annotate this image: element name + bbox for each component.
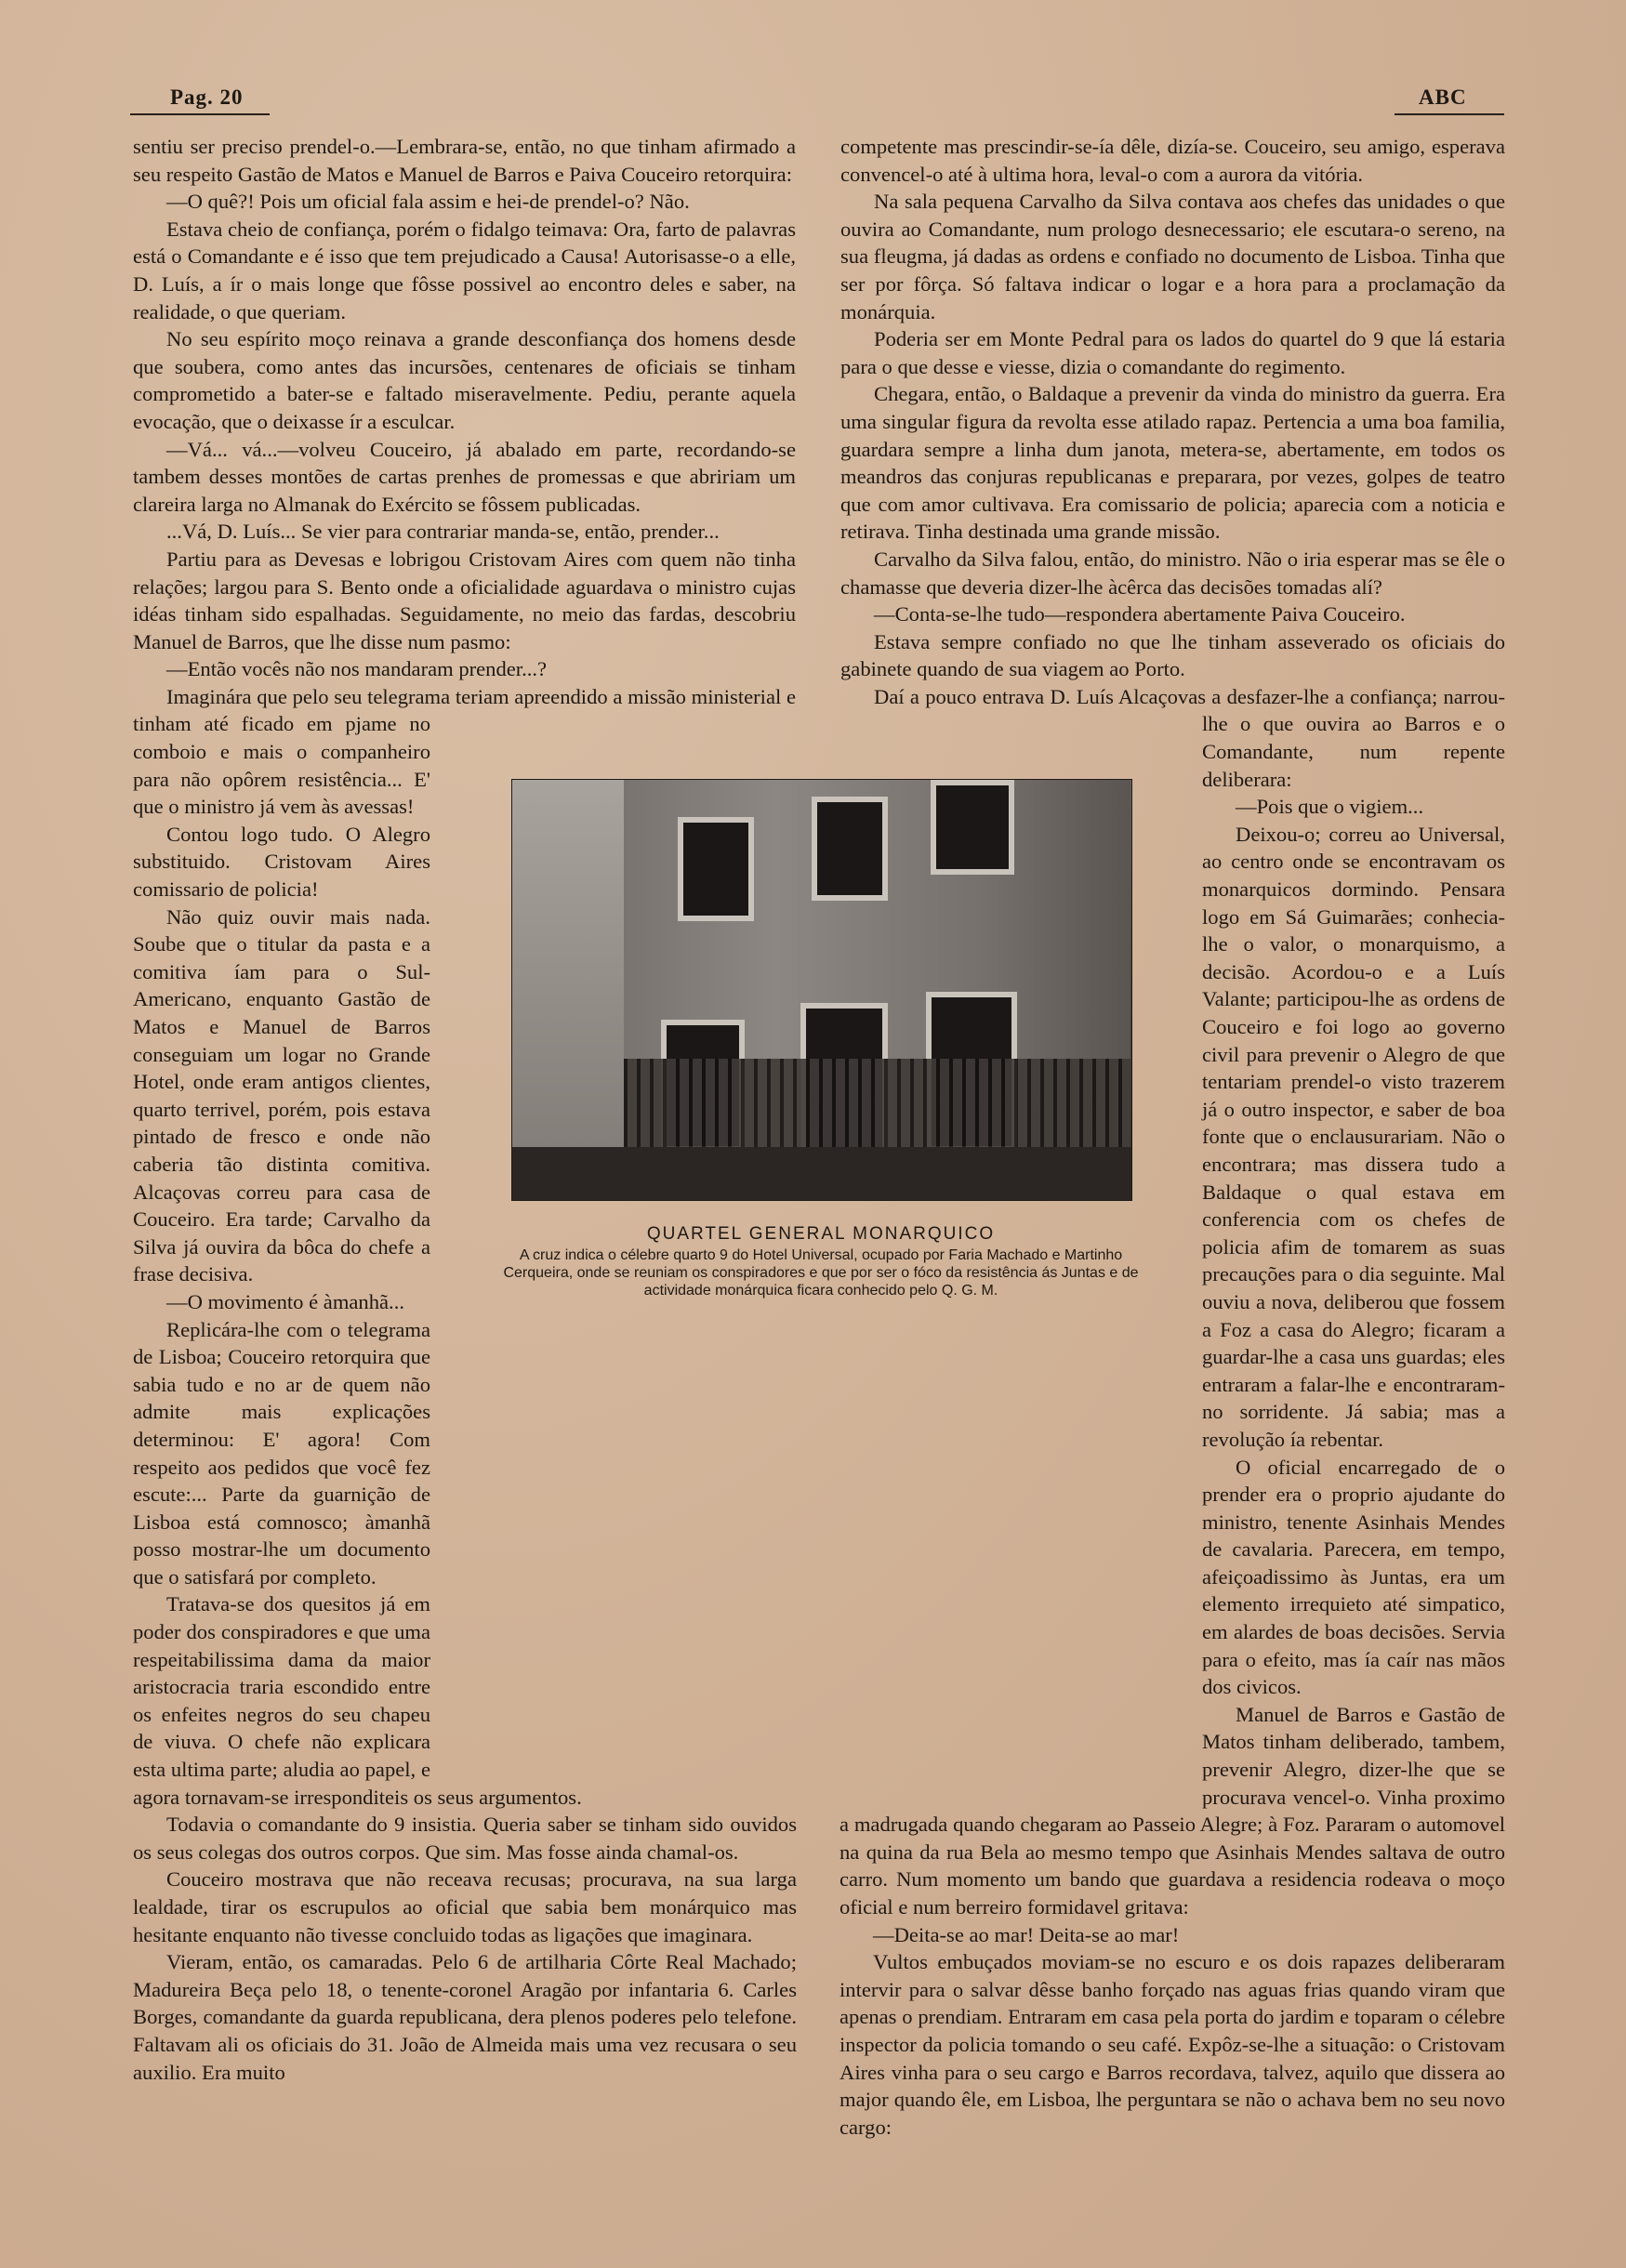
paragraph: —O movimento é àmanhã... (166, 1289, 404, 1313)
magazine-title: ABC (1419, 86, 1467, 109)
paragraph: Na sala pequena Carvalho da Silva contava aos chefes das unidades o que ouvira ao Comandante, num prologo desnecessario; ele escutara-o sereno, na sua fleugma, já dadas as ordens e confiado no documento de Lisboa. Tinha que ser por fôrça. Só faltava indicar o logar e a hora para a proclamação da monárquia. (840, 190, 1505, 323)
paragraph: O oficial encarregado de o prender era o proprio ajudante do ministro, tenente Asinhais Mendes de cavalaria. Parecera, em tempo, afeiçoadissimo às Juntas, era um elemento irrequieto até simpatico, em alardes de boas decisões. Servia para o efeito, mas ía caír nas mãos dos civicos. (1202, 1455, 1505, 1699)
paragraph: —Deita-se ao mar! Deita-se ao mar! (873, 1922, 1180, 1946)
paragraph: competente mas prescindir-se-ía dêle, dizía-se. Couceiro, seu amigo, esperava convencel-o até à ultima hora, leval-o com a aurora da vitória. (840, 135, 1505, 186)
figure-title: QUARTEL GENERAL MONARQUICO (646, 1224, 996, 1244)
paragraph: Estava sempre confiado no que lhe tinham asseverado os oficiais do gabinete quando de sua viagem ao Porto. (840, 629, 1505, 681)
paragraph: —Pois que o vigiem... (1236, 795, 1424, 819)
paragraph: —Então vocês não nos mandaram prender...? (166, 657, 548, 681)
paragraph: Replicára-lhe com o telegrama de Lisboa; Couceiro retorquira que sabia tudo e no ar de quem não admite mais explicações determinou: E' agora! Com respeito aos pedidos que você fez escute:... Parte da guarnição de Lisboa está comnosco; àmanhã posso mostrar-lhe um documento que o satisfará por completo. (133, 1317, 430, 1589)
paragraph: Tratava-se dos quesitos já em poder dos conspiradores e que uma respeitabilissima dama da maior aristocracia traria escondido entre os enfeites negros do seu chapeu de viuva. O chefe não explicara esta ultima parte; aludia ao papel, e agora tornavam-se irresponditeis os seus argumentos. (133, 1592, 582, 1809)
figure-caption-text: A cruz indica o célebre quarto 9 do Hotel Universal, ocupado por Faria Machado e Martinho Cerqueira, onde se reuniam os conspiradores e que por ser o fóco da resistência ás Juntas e de actividade monárquica ficara conhecido pelo Q. G. M. (503, 1247, 1139, 1299)
paragraph: Poderia ser em Monte Pedral para os lados do quartel do 9 que lá estaria para o que desse e viesse, dizia o comandante do regimento. (840, 327, 1505, 378)
paragraph: —Vá... vá...—volveu Couceiro, já abalado em parte, recordando-se tambem desses montões de cartas prenhes de promessas e que abririam um clareira larga no Almanak do Exército se fôssem publicadas. (133, 437, 796, 516)
paragraph: sentiu ser preciso prendel-o.—Lembrara-se, então, no que tinham afirmado a seu respeito Gastão de Matos e Manuel de Barros e Paiva Couceiro retorquira: (133, 135, 796, 186)
figure-caption (502, 1225, 1140, 1299)
paragraph: Deixou-o; correu ao Universal, ao centro onde se encontravam os monarquicos dormindo. Pensara logo em Sá Guimarães; conhecia-lhe o valor, o monarquismo, a decisão. Acordou-o e a Luís Valante; participou-lhe as ordens de Couceiro e foi logo ao governo civil para prevenir o Alegro de que tentariam prendel-o visto trazerem já o outro inspector, e saber de boa fonte que o enclausurariam. Não o encontrara; mas dissera tudo a Baldaque o qual estava em conferencia com os chefes de policia afim de tomarem as suas precauções para o dia seguinte. Mal ouviu a nova, deliberou que fossem a Foz a casa do Alegro; ficaram a guardar-lhe a casa uns guardas; eles entraram a falar-lhe e encontraram-no sorridente. Já sabia; mas a revolução ía rebentar. (1202, 822, 1505, 1451)
paragraph: Partiu para as Devesas e lobrigou Cristovam Aires com quem não tinha relações; largou para S. Bento onde a oficialidade aguardava o ministro cujas idéas tinham sido espalhadas. Seguidamente, no meio das fardas, descobriu Manuel de Barros, que lhe disse num pasmo: (133, 547, 796, 653)
photo-window (678, 817, 754, 921)
paragraph: Chegara, então, o Baldaque a prevenir da vinda do ministro da guerra. Era uma singular figura da revolta esse atilado rapaz. Pertencia a uma boa familia, guardara sempre a linha dum janota, metera-se, abertamente, em todos os meandros das conjuras republicanas e preparara, por vezes, golpes de teatro que com amor cultivava. Era comissario de policia; aparecia com a noticia e retirava. Tinha destinada uma grande missão. (840, 382, 1505, 544)
header-rule-right (1395, 113, 1504, 115)
page-number: Pag. 20 (170, 86, 244, 109)
photo-balcony (624, 1059, 1130, 1147)
paragraph: No seu espírito moço reinava a grande desconfiança dos homens desde que soubera, como antes das incursões, centenares de oficiais se tinham comprometido a bater-se e faltado miseravelmente. Pediu, perante aquela evocação, que o deixasse ír a esculcar. (133, 327, 796, 433)
hotel-photo (511, 779, 1132, 1201)
paragraph: —O quê?! Pois um oficial fala assim e hei-de prendel-o? Não. (166, 190, 690, 214)
paragraph: Vultos embuçados moviam-se no escuro e os dois rapazes deliberaram intervir para o salvar dêsse banho forçado nas aguas frias quando viram que apenas o prendiam. Entraram em casa pela porta do jardim e toparam o célebre inspector da policia tomando o seu café. Expôz-se-lhe a situação: o Cristovam Aires vinha para o seu cargo e Barros recordava, talvez, aquilo que dissera ao major quando êle, em Lisboa, lhe perguntara se não o achava bem no seu novo cargo: (839, 1950, 1505, 2139)
paragraph: Contou logo tudo. O Alegro substituido. Cristovam Aires comissario de policia! (133, 822, 430, 902)
paragraph: —Conta-se-lhe tudo—respondera abertamente Paiva Couceiro. (874, 602, 1406, 626)
photo-window (931, 780, 1014, 875)
paragraph: Não quiz ouvir mais nada. Soube que o titular da pasta e a comitiva íam para o Sul-Americano, enquanto Gastão de Matos e Manuel de Barros conseguiam um logar no Grande Hotel, onde eram antigos clientes, quarto terrivel, porém, pois estava pintado de fresco e onde não caberia tão distinta comitiva. Alcaçovas correu para casa de Couceiro. Era tarde; Carvalho da Silva já ouvira da bôca do chefe a frase decisiva. (133, 904, 430, 1286)
paragraph: ...Vá, D. Luís... Se vier para contrariar manda-se, então, prender... (166, 520, 720, 544)
paragraph: Daí a pouco entrava D. Luís Alcaçovas a desfazer-lhe a confiança; narrou-lhe o que ouvira ao Barros e o Comandante, num repente deliberara: (874, 684, 1505, 791)
photo-sky (512, 780, 633, 1200)
paragraph: Todavia o comandante do 9 insistia. Queria saber se tinham sido ouvidos os seus colegas dos outros corpos. Que sim. Mas fosse ainda chamal-os. (133, 1813, 797, 1864)
photo-window (812, 797, 888, 901)
paragraph: Estava cheio de confiança, porém o fidalgo teimava: Ora, farto de palavras está o Comandante e é isso que tem prejudicado a Causa! Autorisasse-o a elle, D. Luís, a ír o mais longe que fôsse possivel ao encontro deles e saber, na realidade, o que queriam. (133, 217, 796, 323)
photo-street (512, 1147, 1131, 1200)
paragraph: Couceiro mostrava que não receava recusas; procurava, na sua larga lealdade, tirar os escrupulos ao oficial que sabia bem monárquico mas hesitante enquanto não tivesse concluido todas as ligações que imaginara. (133, 1867, 797, 1946)
paragraph: Vieram, então, os camaradas. Pelo 6 de artilharia Côrte Real Machado; Madureira Beça pelo 18, o tenente-coronel Aragão por infantaria 6. Carles Borges, comandante da guarda republicana, dera plenos poderes pelo telefone. Faltavam ali os oficiais do 31. João de Almeida mais uma vez recusara o seu auxilio. Era muito (133, 1950, 797, 2084)
header-rule-left (130, 113, 270, 115)
paragraph: Carvalho da Silva falou, então, do ministro. Não o iria esperar mas se êle o chamasse que deveria dizer-lhe àcêrca das decisões tomadas alí? (840, 547, 1505, 599)
paragraph: Imaginára que pelo seu telegrama teriam apreendido a missão ministerial e tinham até ficado em pjame no comboio e mais o companheiro para não opôrem resistência... E' que o ministro já vem às avessas! (133, 684, 796, 819)
paragraph: Manuel de Barros e Gastão de Matos tinham deliberado, tambem, prevenir Alegro, dizer-lhe que se procurava vencel-o. Vinha proximo a madrugada quando chegaram ao Passeio Alegre; à Foz. Pararam o automovel na quina da rua Bela ao mesmo tempo que Asinhais Mendes saltava de outro carro. Num momento um bando que guardava a residencia rodeava o moço oficial e num berreiro formidavel gritava: (839, 1702, 1505, 1919)
